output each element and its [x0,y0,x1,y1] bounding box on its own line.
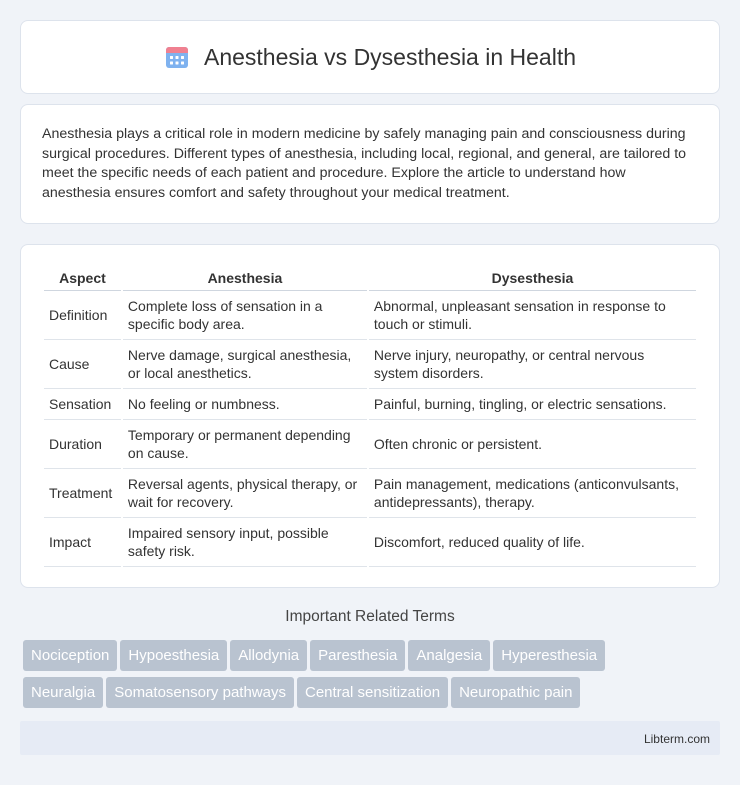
table-cell: Definition [44,291,121,340]
intro-text: Anesthesia plays a critical role in modern medicine by safely managing pain and consciousness during surgical procedures. Different types of anesthesia, including local, regional, and general, are tailored to meet the specific needs of each patient and procedure. Explore the article to understand how anesthesia ensures comfort and safety throughout your medical treatment. [42,126,687,201]
table-cell: Nerve damage, surgical anesthesia, or local anesthetics. [123,340,367,389]
intro-card [20,104,720,224]
related-term-tag[interactable]: Neuralgia [23,677,103,708]
table-row [44,340,696,389]
table-cell: Treatment [44,469,121,518]
table-cell: Complete loss of sensation in a specific body area. [123,291,367,340]
column-header: Dysesthesia [369,263,696,291]
related-term-tag[interactable]: Hyperesthesia [493,640,605,671]
related-term-tag[interactable]: Analgesia [408,640,490,671]
related-terms-title: Important Related Terms [285,608,455,625]
footer-brand-link[interactable]: Libterm.com [643,732,710,746]
related-term-tag[interactable]: Somatosensory pathways [106,677,294,708]
table-cell: Painful, burning, tingling, or electric sensations. [369,389,696,420]
table-cell: Reversal agents, physical therapy, or wait for recovery. [123,469,367,518]
related-terms-list [23,640,723,714]
table-row [44,518,696,567]
related-term-tag[interactable]: Hypoesthesia [120,640,227,671]
table-row [44,420,696,469]
column-header: Aspect [44,263,121,291]
header-card [20,20,720,94]
table-cell: Nerve injury, neuropathy, or central nervous system disorders. [369,340,696,389]
table-cell: Sensation [44,389,121,420]
table-header-row [44,263,696,291]
table-cell: Often chronic or persistent. [369,420,696,469]
footer [20,721,720,755]
related-term-tag[interactable]: Allodynia [230,640,307,671]
comparison-card [20,244,720,588]
comparison-table [42,263,698,567]
table-cell: Duration [44,420,121,469]
table-row [44,469,696,518]
table-cell: Discomfort, reduced quality of life. [369,518,696,567]
table-row [44,389,696,420]
table-cell: Pain management, medications (anticonvulsants, antidepressants), therapy. [369,469,696,518]
table-cell: No feeling or numbness. [123,389,367,420]
related-term-tag[interactable]: Neuropathic pain [451,677,580,708]
calendar-grid-icon [164,44,190,70]
table-cell: Temporary or permanent depending on cause. [123,420,367,469]
related-term-tag[interactable]: Paresthesia [310,640,405,671]
table-cell: Impaired sensory input, possible safety risk. [123,518,367,567]
column-header: Anesthesia [123,263,367,291]
table-row [44,291,696,340]
table-cell: Cause [44,340,121,389]
related-term-tag[interactable]: Nociception [23,640,117,671]
related-term-tag[interactable]: Central sensitization [297,677,448,708]
page-title: Anesthesia vs Dysesthesia in Health [203,43,577,70]
table-cell: Impact [44,518,121,567]
table-cell: Abnormal, unpleasant sensation in response to touch or stimuli. [369,291,696,340]
